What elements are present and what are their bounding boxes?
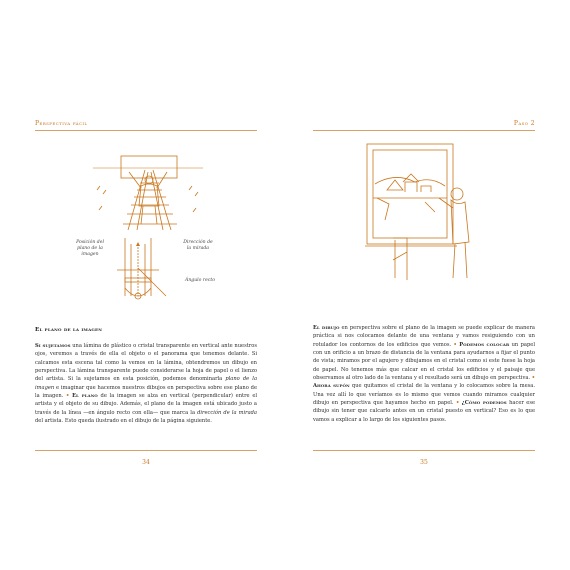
text-run: del artista. Esto queda ilustrado en el dibujo de la página siguiente. [35,418,212,425]
section-title: El plano de la imagen [35,327,103,333]
emphasis: dirección de la mirada [197,409,257,416]
lead-in: El dibujo [313,325,340,331]
text-run: un papel con un orificio a un brazo de distancia de la ventana para ayudarnos a fijar el punto de vista; miramos por el agujero y dibujamos en el cristal como si este fuese la hoja de papel. No tenemos más que calcar en el cristal los edificios y el paisaje que observamos al otro lado de la ventana y el resultado será un dibujo en perspectiva. [313,341,535,382]
text-run: una lámina de plástico o cristal transparente en vertical ante nuestros ojos, veremos a través de ella el objeto o el panorama que tenemos delante. Si calcamos esta escena tal como la vemos en la lámina, obtendremos un dibujo en perspectiva. La lámina transparente puede considerarse la hoja de papel o el lienzo del artista. Si la sujetamos en esta posición, podemos denominarla [35,343,257,383]
railway-figure-drawing [93,150,203,230]
bullet-marker: • [66,393,70,400]
top-rule [35,130,257,131]
text-run: e imaginar que hacemos nuestros dibujos en perspectiva sobre ese plano de la imagen. [35,384,257,400]
left-page [35,110,257,478]
label-gaze-direction: Dirección de la mirada [183,240,213,251]
page-number-right: 35 [420,459,428,466]
bottom-rule [313,450,535,451]
text-run: de la imagen se alza en vertical (perpendicular) entre el artista y el objeto de su dibujo. Además, el plano de la imagen está ubicado justo a través de la línea —en ángulo recto con ella— que marca la [35,393,258,416]
right-page [313,110,535,478]
running-head-text: Perspectiva fácil [35,120,88,127]
picture-plane-illustration [93,150,203,230]
label-right-angle: Ángulo recto [185,278,215,283]
lead-in: Podemos colocar [459,341,510,348]
emphasis: plano de la imagen [35,376,258,391]
text-run: en perspectiva sobre el plano de la imagen se puede explicar de manera práctica si nos colocamos delante de una ventana y vamos resiguiendo con un rotulador los contornos de los edificios que vemos. [313,325,536,348]
top-rule [313,130,535,131]
plan-view-drawing [111,238,181,308]
running-head-text: Paso 2 [513,120,535,127]
bottom-rule [35,450,257,451]
lead-in: Ahora supón [313,383,350,390]
text-run: hacer ese dibujo sin tener que calcarlo antes en un cristal puesto en vertical? Eso es lo que vamos a explicar a lo largo de los siguientes pasos. [313,400,535,423]
bullet-marker: • [455,400,460,407]
left-body-paragraph [35,342,257,425]
lead-in: El plano [72,393,98,400]
window-tracing-illustration [365,142,485,282]
plan-diagram [111,238,181,308]
window-figure-drawing [365,142,485,282]
lead-in: Si sujetamos [35,343,71,349]
bullet-marker: • [531,375,535,382]
page-number-left: 34 [142,459,150,466]
text-run: que quitamos el cristal de la ventana y lo colocamos sobre la mesa. Una vez allí lo que veríamos es lo mismo que vemos cuando miramos cualquier dibujo en perspectiva que hayamos hecho en papel. [313,383,536,407]
bullet-marker: • [453,341,457,348]
right-body-paragraph [313,324,535,424]
label-plane-position: Posición del plano de la imagen [76,240,104,257]
lead-in: ¿Cómo podemos [461,400,507,407]
